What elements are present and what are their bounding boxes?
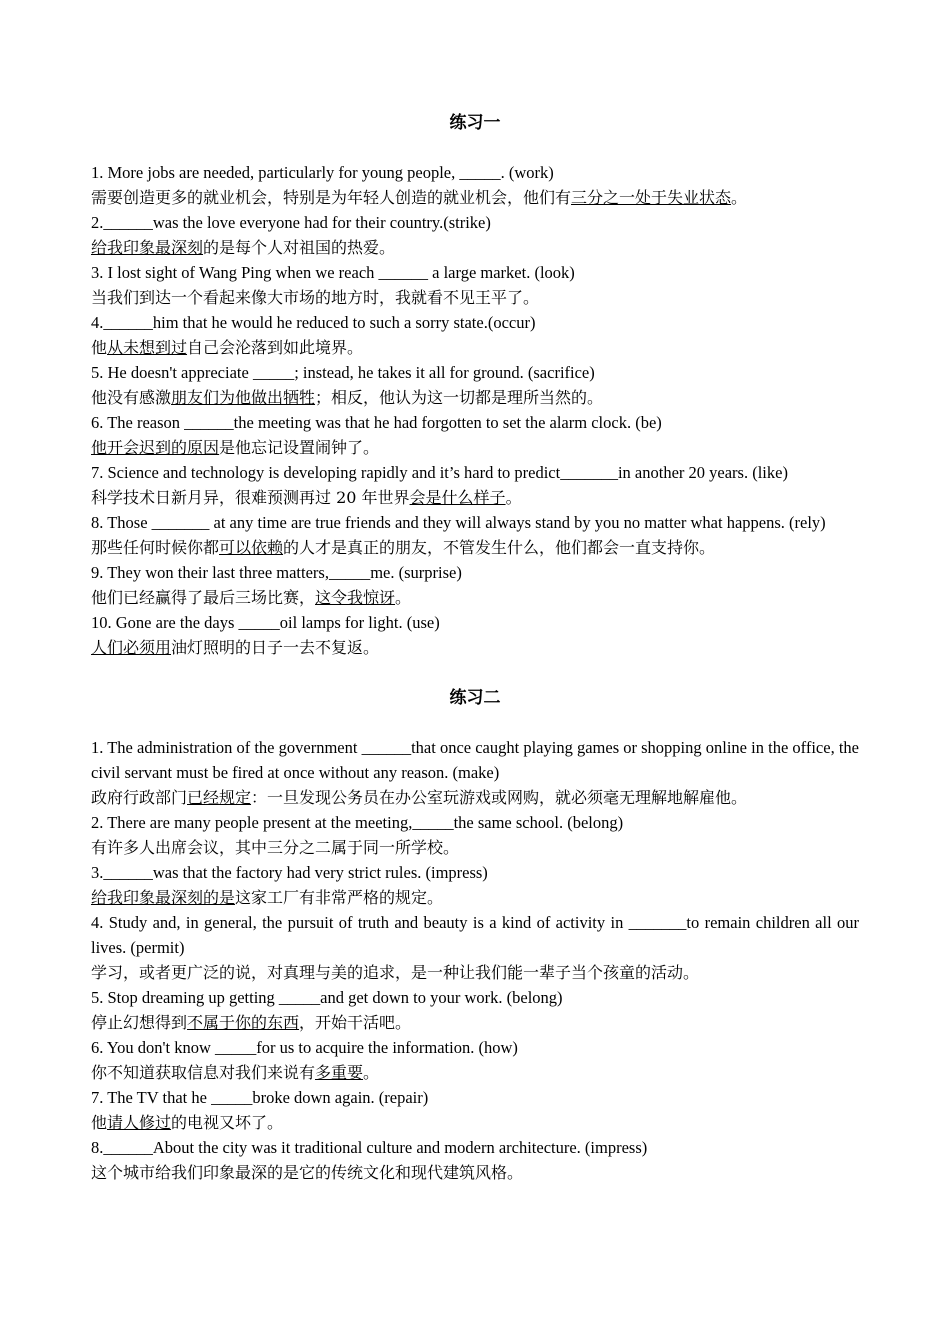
translation-text: 这家工厂有非常严格的规定。 xyxy=(235,888,444,907)
translation-text: 学习，或者更广泛的说，对真理与美的追求，是一种让我们能一辈子当个孩童的活动。 xyxy=(91,963,700,982)
underlined-answer: 给我印象最深刻的是 xyxy=(91,888,236,907)
question-english: 10. Gone are the days _____oil lamps for light. (use) xyxy=(91,613,440,632)
question-english: 5. He doesn't appreciate _____; instead, he takes it all for ground. (sacrifice) xyxy=(91,363,595,382)
question-english: 2. There are many people present at the meeting,_____the same school. (belong) xyxy=(91,813,624,832)
underlined-answer: 从未想到过 xyxy=(107,338,188,357)
underlined-answer: 不属于你的东西 xyxy=(187,1013,300,1032)
translation-chinese xyxy=(91,185,859,210)
translation-text: ：一旦发现公务员在办公室玩游戏或网购，就必须毫无理解地解雇他。 xyxy=(251,788,748,807)
translation-chinese xyxy=(91,235,859,260)
translation-chinese xyxy=(91,835,859,860)
translation-text: 有许多人出席会议，其中三分之二属于同一所学校。 xyxy=(91,838,460,857)
underlined-answer: 三分之一处于失业状态 xyxy=(571,188,732,207)
translation-text: 他 xyxy=(91,1113,108,1132)
underlined-answer: 人们必须用 xyxy=(91,638,172,657)
translation-text: 你不知道获取信息对我们来说有 xyxy=(91,1063,316,1082)
underlined-answer: 已经规定 xyxy=(187,788,252,807)
translation-text: 。 xyxy=(363,1063,380,1082)
question-english: 4.______him that he would he reduced to such a sorry state.(occur) xyxy=(91,313,536,332)
question-english: 3. I lost sight of Wang Ping when we reach ______ a large market. (look) xyxy=(91,263,575,282)
translation-text: 停止幻想得到 xyxy=(91,1013,188,1032)
translation-text: 政府行政部门 xyxy=(91,788,188,807)
translation-chinese xyxy=(91,635,859,660)
exercise-list-2 xyxy=(91,735,859,1185)
translation-chinese xyxy=(91,1110,859,1135)
question-english: 7. The TV that he _____broke down again. (repair) xyxy=(91,1088,429,1107)
translation-text: 他没有感激 xyxy=(91,388,172,407)
question-english: 6. You don't know _____for us to acquire the information. (how) xyxy=(91,1038,518,1057)
exercise-list-1 xyxy=(91,160,859,660)
translation-chinese xyxy=(91,485,859,510)
translation-chinese xyxy=(91,535,859,560)
question-english: 7. Science and technology is developing rapidly and it’s hard to predict_______in another 20 years. (like) xyxy=(91,463,788,482)
translation-chinese xyxy=(91,435,859,460)
translation-text: 的是每个人对祖国的热爱。 xyxy=(203,238,396,257)
question-english: 8. Those _______ at any time are true friends and they will always stand by you no matter what happens. (rely) xyxy=(91,513,826,532)
translation-chinese xyxy=(91,385,859,410)
translation-chinese xyxy=(91,1160,859,1185)
underlined-answer: 可以依赖 xyxy=(219,538,284,557)
underlined-answer: 给我印象最深刻 xyxy=(91,238,204,257)
translation-chinese xyxy=(91,885,859,910)
translation-chinese xyxy=(91,285,859,310)
question-english: 1. The administration of the government ______that once caught playing games or shopping online in the office, the civil servant must be fired at once without any reason. (make) xyxy=(91,738,859,782)
translation-chinese xyxy=(91,960,859,985)
translation-text: 的电视又坏了。 xyxy=(171,1113,284,1132)
question-english: 9. They won their last three matters,_____me. (surprise) xyxy=(91,563,462,582)
translation-text: 那些任何时候你都 xyxy=(91,538,220,557)
translation-text: 这个城市给我们印象最深的是它的传统文化和现代建筑风格。 xyxy=(91,1163,524,1182)
translation-text: 。 xyxy=(731,188,748,207)
underlined-answer: 多重要 xyxy=(315,1063,364,1082)
section-title-1: 练习一 xyxy=(449,113,501,132)
underlined-answer: 朋友们为他做出牺牲 xyxy=(171,388,316,407)
translation-text: 。 xyxy=(395,588,412,607)
underlined-answer: 请人修过 xyxy=(107,1113,172,1132)
translation-text: 自己会沦落到如此境界。 xyxy=(187,338,364,357)
translation-text: 需要创造更多的就业机会，特别是为年轻人创造的就业机会，他们有 xyxy=(91,188,572,207)
question-english: 3.______was that the factory had very strict rules. (impress) xyxy=(91,863,488,882)
question-english: 6. The reason ______the meeting was that he had forgotten to set the alarm clock. (be) xyxy=(91,413,662,432)
underlined-answer: 会是什么样子 xyxy=(409,488,506,507)
translation-text: 他们已经赢得了最后三场比赛， xyxy=(91,588,316,607)
translation-chinese xyxy=(91,335,859,360)
underlined-answer: 他开会迟到的原因 xyxy=(91,438,220,457)
underlined-answer: 这令我惊讶 xyxy=(315,588,396,607)
question-english: 2.______was the love everyone had for their country.(strike) xyxy=(91,213,491,232)
question-english: 8.______About the city was it traditional culture and modern architecture. (impress) xyxy=(91,1138,648,1157)
translation-text: 是他忘记设置闹钟了。 xyxy=(219,438,380,457)
translation-text: 的人才是真正的朋友，不管发生什么，他们都会一直支持你。 xyxy=(283,538,716,557)
translation-text: ；相反，他认为这一切都是理所当然的。 xyxy=(315,388,604,407)
translation-chinese xyxy=(91,785,859,810)
question-english: 5. Stop dreaming up getting _____and get down to your work. (belong) xyxy=(91,988,563,1007)
question-english: 4. Study and, in general, the pursuit of truth and beauty is a kind of activity in _______to remain children all our lives. (permit) xyxy=(91,913,859,957)
translation-chinese xyxy=(91,1010,859,1035)
translation-chinese xyxy=(91,1060,859,1085)
translation-text: 当我们到达一个看起来像大市场的地方时，我就看不见王平了。 xyxy=(91,288,540,307)
document-page xyxy=(91,110,859,1185)
translation-text: ，开始干活吧。 xyxy=(299,1013,412,1032)
translation-text: 科学技术日新月异，很难预测再过 20 年世界 xyxy=(91,488,410,507)
section-title-2: 练习二 xyxy=(449,688,501,707)
question-english: 1. More jobs are needed, particularly for young people, _____. (work) xyxy=(91,163,554,182)
translation-text: 。 xyxy=(505,488,522,507)
translation-chinese xyxy=(91,585,859,610)
translation-text: 他 xyxy=(91,338,108,357)
translation-text: 油灯照明的日子一去不复返。 xyxy=(171,638,380,657)
